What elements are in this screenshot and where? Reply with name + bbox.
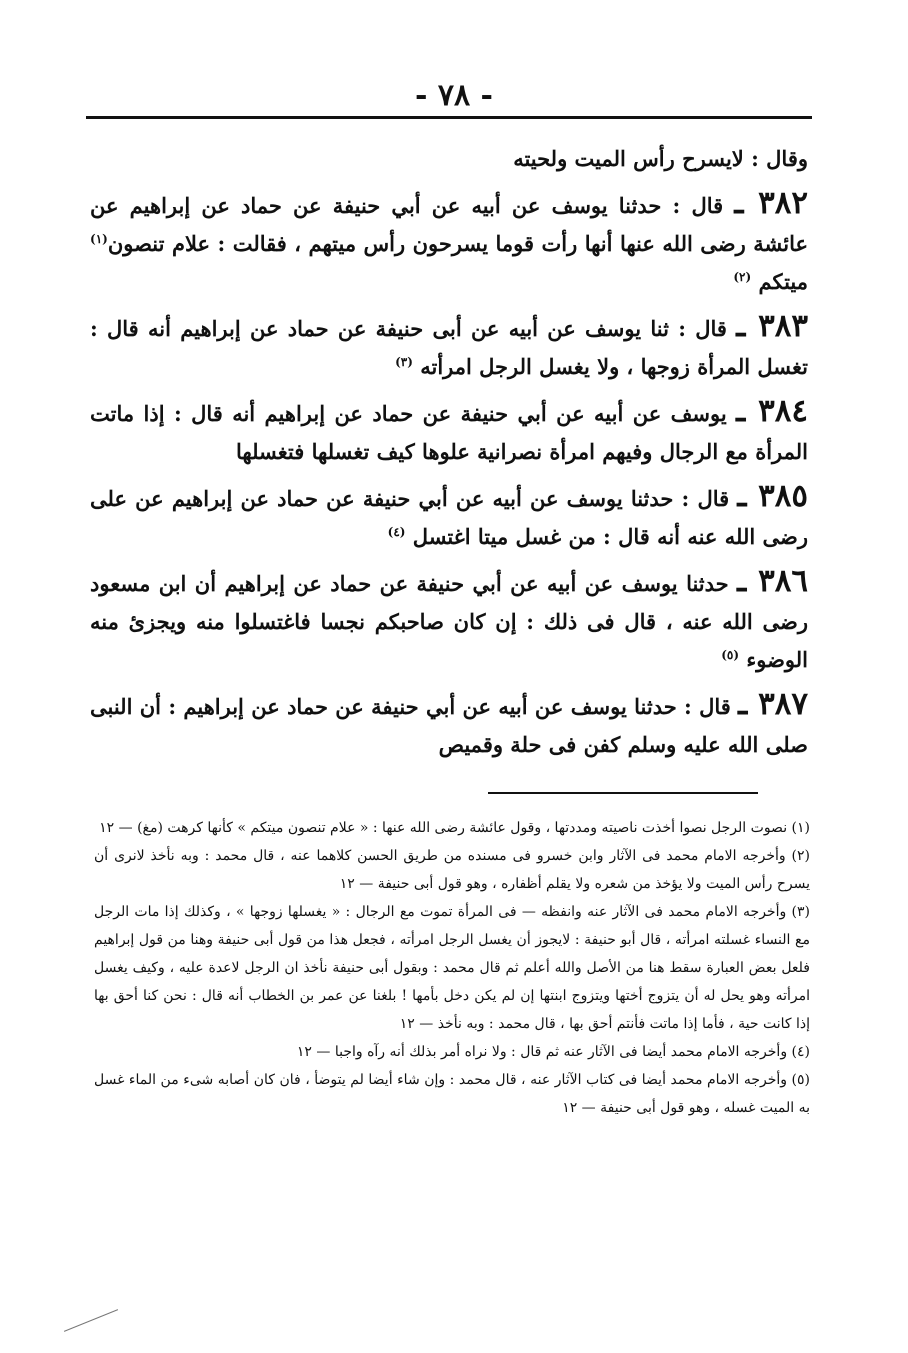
footnote-5: (٥) وأخرجه الامام محمد أيضا فى كتاب الآثار عنه ، قال محمد : وإن شاء أيضا لم يتوضأ ، فان كان أصابه شىء من الماء غسل به الميت غسله ، وهو قول أبى حنيفة — ١٢ [94,1072,810,1116]
hadith-382 [90,184,808,301]
hadith-number: ٣٨٥ ـ [737,478,809,514]
hadith-text: قال : حدثنا يوسف عن أبيه عن أبي حنيفة عن حماد عن إبراهيم عن على رضى الله عنه أنه قال : من غسل ميتا اغتسل [90,486,808,549]
footnote-4: (٤) وأخرجه الامام محمد أيضا فى الآثار عنه ثم قال : ولا نراه أمر بذلك أنه رآه واجبا — ١٢ [296,1044,810,1060]
footnote-ref: (٥) [721,648,740,662]
hadith-text-continued: ميتكم [758,269,808,294]
hadith-387 [90,685,808,764]
header-rule [86,116,812,119]
footnote-ref: (١) [90,232,108,246]
footnote-3: (٣) وأخرجه الامام محمد فى الآثار عنه وانفظه — فى المرأة تموت مع الرجال : « يغسلها زوجها » ، وكذلك إذا مات الرجل مع النساء غسلته امرأته ، قال أبو حنيفة : لايجوز أن يغسل الرجل امرأته ، فجعل هذا من قول أبى حنيفة وهنا من قول إبراهيم فلعل بعض العبارة سقط هنا من الأصل والله أعلم ثم قال محمد : وبقول أبى حنيفة نأخذ ان الرجل لاعدة عليه ، وكيف يغسل امرأته وهو يحل له أن يتزوج أختها ويتزوج ابنتها إن لم يكن دخل بأمها ! بلغنا عن عمر بن الخطاب أنه قال : نحن كنا أحق بها إذا كانت حية ، فأما إذا ماتت فأنتم أحق بها ، قال محمد : وبه نأخذ — ١٢ [94,904,810,1032]
footnote-1: (١) نصوت الرجل نصوا أخذت ناصيته ومددتها ، وقول عائشة رضى الله عنها : « علام تنصون ميتكم » كأنها كرهت (مغ) — ١٢ [99,820,810,836]
hadith-text: يوسف عن أبيه عن أبي حنيفة عن حماد عن إبراهيم أنه قال : إذا ماتت المرأة مع الرجال وفيهم امرأة نصرانية علوها كيف تغسلها فتغسلها [90,401,808,464]
footnote-rule [488,792,758,794]
hadith-385 [90,477,808,556]
hadith-text: قال : حدثنا يوسف عن أبيه عن أبي حنيفة عن حماد عن إبراهيم : أن النبى صلى الله عليه وسلم كفن فى حلة وقميص [90,694,808,757]
footnote-ref: (٤) [387,525,406,539]
hadith-number: ٣٨٢ ـ [734,185,809,221]
hadith-383 [90,307,808,386]
page-number: - ٧٨ - [414,78,494,113]
hadith-384 [90,392,808,471]
hadith-number: ٣٨٣ ـ [736,308,809,344]
intro-line: وقال : لايسرح رأس الميت ولحيته [513,146,808,171]
hadith-text: حدثنا يوسف عن أبيه عن أبي حنيفة عن حماد عن إبراهيم أن ابن مسعود رضى الله عنه ، قال فى ذلك : إن كان صاحبكم نجسا فاغتسلوا منه ويجزئ منه الوضوء [90,571,808,672]
footnote-ref: (٢) [733,270,752,284]
hadith-386 [90,562,808,679]
hadith-number: ٣٨٧ ـ [738,686,809,722]
footnotes [94,814,810,1122]
hadith-text: قال : حدثنا يوسف عن أبيه عن أبي حنيفة عن حماد عن إبراهيم عن عائشة رضى الله عنها أنها رأت قوما يسرحون رأس ميتهم ، فقالت : علام تنصون [90,193,808,256]
footnote-ref: (٣) [395,355,413,369]
hadith-text: قال : ثنا يوسف عن أبيه عن أبى حنيفة عن حماد عن إبراهيم أنه قال : تغسل المرأة زوجها ، ولا يغسل الرجل امرأته [90,316,808,379]
scan-mark [64,1309,118,1332]
hadith-number: ٣٨٦ ـ [737,563,809,599]
footnote-2: (٢) وأخرجه الامام محمد فى الآثار وابن خسرو فى مسنده من طريق الحسن كلاهما عنه ، قال محمد : وبه نأخذ لانرى أن يسرح رأس الميت ولا يؤخذ من شعره ولا يقلم أظفاره ، وهو قول أبى حنيفة — ١٢ [94,848,810,892]
hadith-number: ٣٨٤ ـ [736,393,809,429]
main-text [90,140,808,770]
